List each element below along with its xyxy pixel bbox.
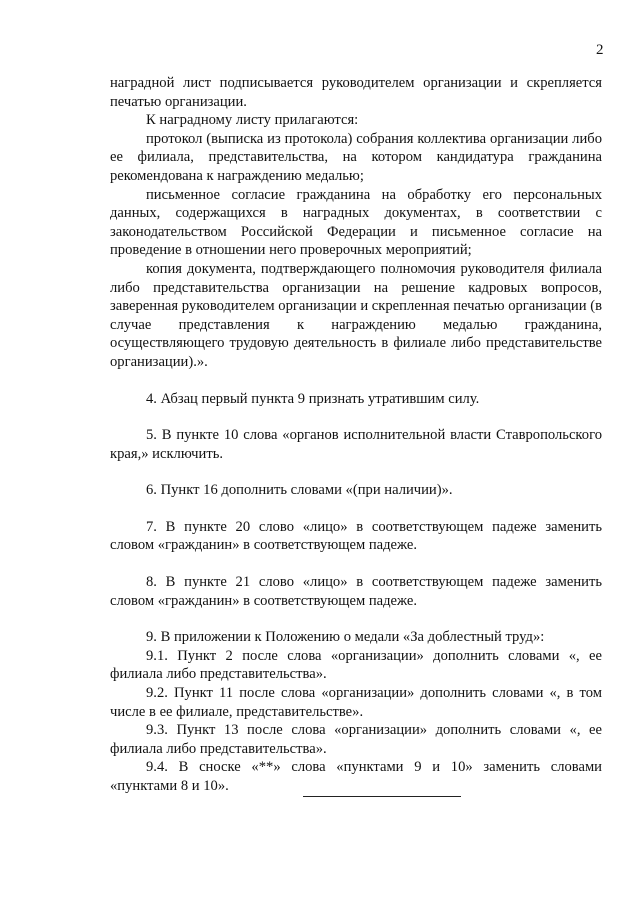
paragraph-personal-data-consent: письменное согласие гражданина на обработку его персональных данных, содержащихся в наградных документах, в соответствии с законодательством Российской Федерации и письменное согласие на проведение в отношении него проверочных мероприятий; bbox=[110, 186, 602, 259]
page-number: 2 bbox=[596, 42, 604, 58]
paragraph-item-5: 5. В пункте 10 слова «органов исполнительной власти Ставропольского края,» исключить. bbox=[110, 427, 602, 462]
paragraph-item-9: 9. В приложении к Положению о медали «За доблестный труд»: bbox=[146, 629, 545, 646]
paragraph-item-4: 4. Абзац первый пункта 9 признать утратившим силу. bbox=[146, 390, 480, 407]
paragraph-item-9-2: 9.2. Пункт 11 после слова «организации» дополнить словами «, в том числе в ее филиале, представительстве». bbox=[110, 685, 602, 720]
paragraph-item-9-4: 9.4. В сноске «**» слова «пунктами 9 и 10» заменить словами «пунктами 8 и 10». bbox=[110, 759, 602, 794]
paragraph-item-6: 6. Пункт 16 дополнить словами «(при наличии)». bbox=[146, 482, 453, 499]
paragraph-item-9-1: 9.1. Пункт 2 после слова «организации» дополнить словами «, ее филиала либо представительства». bbox=[110, 647, 602, 683]
paragraph-item-7: 7. В пункте 20 слово «лицо» в соответствующем падеже заменить словом «гражданин» в соответствующем падеже. bbox=[110, 518, 602, 554]
paragraph-attachments-intro: К наградному листу прилагаются: bbox=[146, 112, 359, 129]
document-body bbox=[110, 74, 602, 796]
paragraph-item-8: 8. В пункте 21 слово «лицо» в соответствующем падеже заменить словом «гражданин» в соответствующем падеже. bbox=[110, 574, 602, 609]
paragraph-item-9-3: 9.3. Пункт 13 после слова «организации» дополнить словами «, ее филиала либо представительства». bbox=[110, 722, 602, 757]
paragraph-authority-document-copy: копия документа, подтверждающего полномочия руководителя филиала либо представительства организации на решение кадровых вопросов, заверенная руководителем организации и скрепленная печатью организации (в случае представления к награждению медалью гражданина, осуществляющего трудовую деятельность в филиале либо представительстве организации).». bbox=[110, 260, 602, 370]
paragraph-award-sheet-signing: наградной лист подписывается руководителем организации и скрепляется печатью организации. bbox=[110, 75, 602, 110]
closing-separator-line bbox=[303, 796, 461, 797]
paragraph-meeting-protocol: протокол (выписка из протокола) собрания коллектива организации либо ее филиала, представительства, на котором кандидатура гражданина рекомендована к награждению медалью; bbox=[110, 130, 602, 184]
